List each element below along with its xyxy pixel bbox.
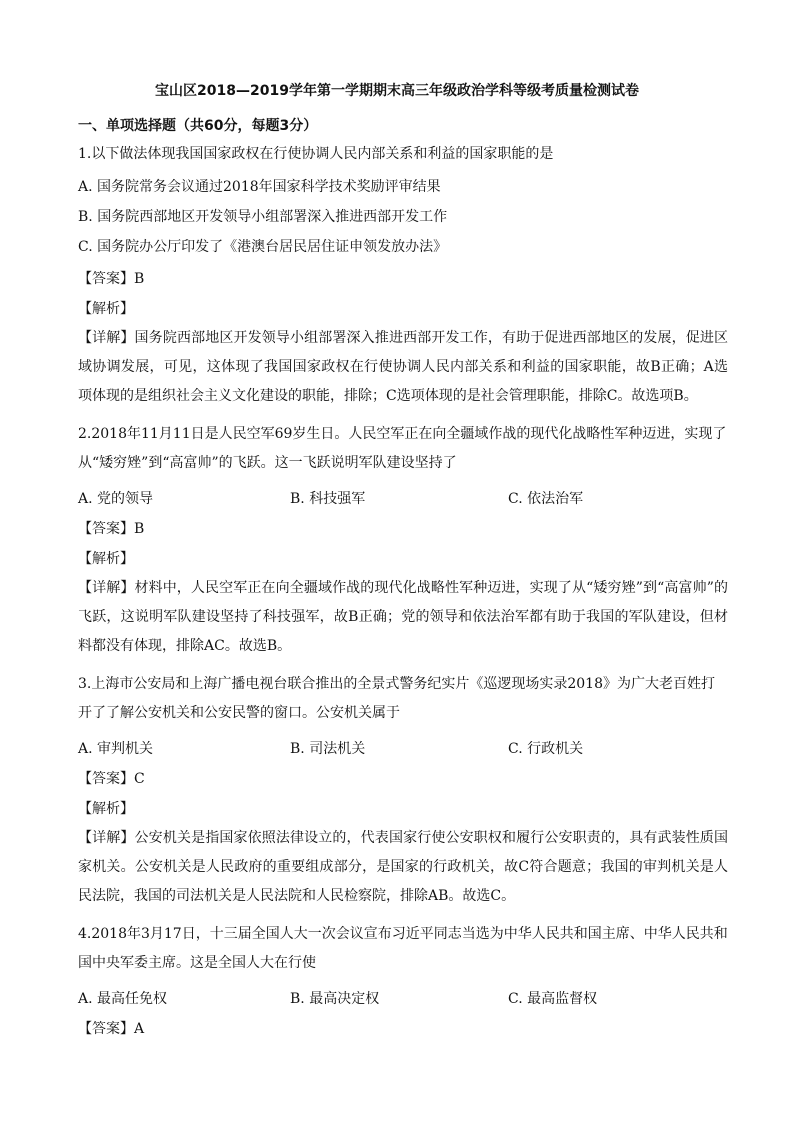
question-2-stem: 2.2018年11月11日是人民空军69岁生日。人民空军正在向全疆域作战的现代化战略性军种迈进，实现了从“矮穷矬”到“高富帅”的飞跃。这一飞跃说明军队建设坚持了 (78, 426, 727, 471)
question-2-analysis-label: 【解析】 (78, 551, 134, 567)
question-4-answer (78, 1018, 144, 1038)
detail-text: 国务院西部地区开发领导小组部署深入推进西部开发工作，有助于促进西部地区的发展，促进区域协调发展，可见，这体现了我国国家政权在行使协调人民内部关系和利益的国家职能，故B正确；A选项体现的是组织社会主义文化建设的职能，排除；C选项体现的是社会管理职能，排除C。故选项B。 (78, 330, 729, 404)
question-1-option-c: C. 国务院办公厅印发了《港澳台居民居住证申领发放办法》 (78, 239, 448, 255)
question-3-detail (78, 824, 728, 911)
answer-value: C (134, 771, 145, 787)
question-2-option-a: A. 党的领导 (78, 491, 154, 507)
detail-label: 【详解】 (78, 830, 135, 846)
answer-label: 【答案】 (78, 771, 134, 787)
question-2-option-c: C. 依法治军 (508, 491, 584, 507)
question-2-option-b: B. 科技强军 (290, 491, 366, 507)
question-4-stem: 4.2018年3月17日，十三届全国人大一次会议宣布习近平同志当选为中华人民共和国主席、中华人民共和国中央军委主席。这是全国人大在行使 (78, 926, 728, 971)
document-title: 宝山区2018—2019学年第一学期期末高三年级政治学科等级考质量检测试卷 (155, 83, 639, 99)
detail-text: 公安机关是指国家依照法律设立的，代表国家行使公安职权和履行公安职责的，具有武装性质国家机关。公安机关是人民政府的重要组成部分，是国家的行政机关，故C符合题意；我国的审判机关是人民法院，我国的司法机关是人民法院和人民检察院，排除AB。故选C。 (78, 830, 729, 904)
answer-value: B (134, 521, 145, 537)
answer-label: 【答案】 (78, 1021, 134, 1037)
question-3-option-b: B. 司法机关 (290, 741, 366, 757)
question-1-stem: 1.以下做法体现我国国家政权在行使协调人民内部关系和利益的国家职能的是 (78, 146, 554, 162)
question-4-option-b: B. 最高决定权 (290, 991, 380, 1007)
detail-label: 【详解】 (78, 330, 135, 346)
question-2-detail (78, 574, 728, 661)
question-3-option-a: A. 审判机关 (78, 741, 154, 757)
question-4-option-a: A. 最高任免权 (78, 991, 168, 1007)
answer-value: A (134, 1021, 145, 1037)
question-2-answer (78, 518, 144, 538)
question-4-option-c: C. 最高监督权 (508, 991, 598, 1007)
section-heading: 一、单项选择题（共60分，每题3分） (78, 118, 318, 134)
answer-label: 【答案】 (78, 521, 134, 537)
question-1-option-b: B. 国务院西部地区开发领导小组部署深入推进西部开发工作 (78, 209, 448, 225)
question-3-stem: 3.上海市公安局和上海广播电视台联合推出的全景式警务纪实片《巡逻现场实录2018》为广大老百姓打开了了解公安机关和公安民警的窗口。公安机关属于 (78, 676, 715, 721)
question-1-analysis-label: 【解析】 (78, 301, 134, 317)
question-3-option-c: C. 行政机关 (508, 741, 584, 757)
question-1-option-a: A. 国务院常务会议通过2018年国家科学技术奖励评审结果 (78, 179, 441, 195)
answer-value: B (134, 271, 145, 287)
question-1-answer (78, 268, 144, 288)
answer-label: 【答案】 (78, 271, 134, 287)
question-3-analysis-label: 【解析】 (78, 801, 134, 817)
detail-text: 材料中，人民空军正在向全疆域作战的现代化战略性军种迈进，实现了从“矮穷矬”到“高富帅”的飞跃，这说明军队建设坚持了科技强军，故B正确；党的领导和依法治军都有助于我国的军队建设，但材料都没有体现，排除AC。故选B。 (78, 580, 728, 654)
question-3-answer (78, 768, 145, 788)
question-1-detail (78, 324, 728, 411)
detail-label: 【详解】 (78, 580, 135, 596)
